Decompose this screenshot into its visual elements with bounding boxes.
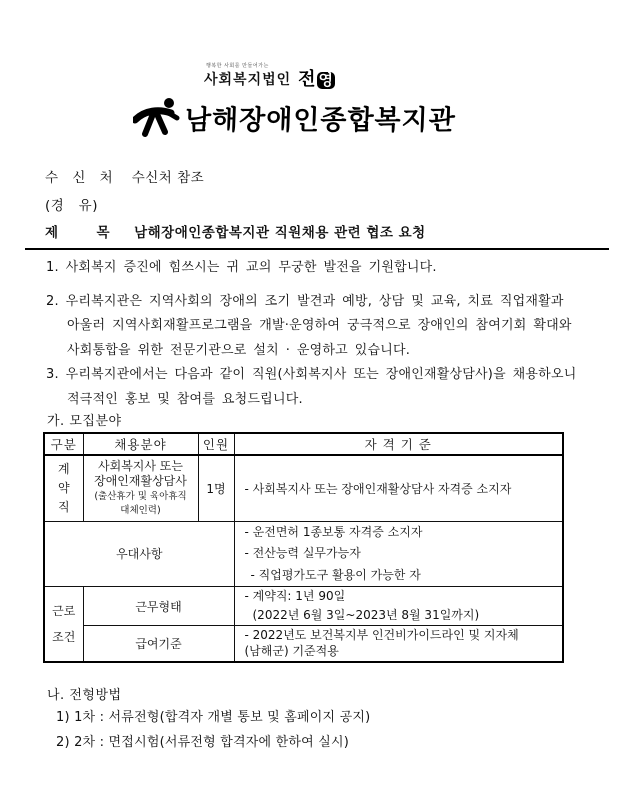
section-a-title: 가. 모집분야 [47, 414, 122, 429]
person-figure-icon [133, 96, 181, 138]
recipient-label: 수 신 처 [45, 170, 118, 186]
col-header-gubun: 구분 [44, 433, 83, 455]
body-line: 아울러 지역사회재활프로그램을 개발·운영하여 궁극적으로 장애인의 참여기회 확대와 [67, 318, 572, 333]
recipient-line [45, 166, 204, 186]
logo-mark-char1: 전 [298, 69, 316, 90]
table-row [44, 587, 563, 626]
cell-work-type-detail: - 계약직: 1년 90일 (2022년 6월 3일~2023년 8월 31일까지) [234, 587, 563, 626]
subject-label-1: 제 [45, 225, 59, 241]
logo-org-type: 사회복지법인 [204, 72, 292, 88]
center-logo [133, 96, 456, 138]
recruitment-table [43, 432, 564, 663]
table-row [44, 521, 563, 587]
header-divider [25, 248, 609, 250]
cell-qualification: - 사회복지사 또는 장애인재활상담사 자격증 소지자 [234, 455, 563, 521]
cell-work-conditions: 근로 조건 [44, 587, 83, 662]
body-line: 2. 우리복지관은 지역사회의 장애의 조기 발견과 예방, 상담 및 교육, 치료 직업재활과 [46, 293, 564, 309]
cell-headcount: 1명 [198, 455, 234, 521]
logo-top-block [204, 64, 335, 89]
section-b-title: 나. 전형방법 [47, 688, 122, 703]
col-header-count: 인원 [198, 433, 234, 455]
recipient-value: 수신처 참조 [131, 170, 205, 186]
col-header-qualification: 자 격 기 준 [234, 433, 563, 455]
body-text [46, 256, 601, 412]
cell-preference-label: 우대사항 [44, 521, 234, 587]
cell-salary-label: 급여기준 [83, 626, 234, 662]
cell-contract-type: 계 약 직 [44, 455, 83, 521]
subject-label-2: 목 [96, 225, 111, 241]
section-b-items [56, 706, 370, 755]
body-line: 1. 사회복지 증진에 힘쓰시는 귀 교의 무궁한 발전을 기원합니다. [46, 260, 437, 275]
body-line: 3. 우리복지관에서는 다음과 같이 직원(사회복지사 또는 장애인재활상담사)을 채용하오니 [46, 367, 577, 382]
subject-line [45, 221, 426, 241]
foundation-logo-mark [298, 71, 335, 89]
cell-recruit-field: 사회복지사 또는 장애인재활상담사 (출산휴가 및 육아휴직 대체인력) [83, 455, 198, 521]
subject-value: 남해장애인종합복지관 직원채용 관련 협조 요청 [134, 225, 426, 241]
table-row [44, 626, 563, 662]
via-line: (경 유) [45, 198, 98, 214]
body-line: 적극적인 홍보 및 참여를 요청드립니다. [67, 391, 303, 407]
center-name-title: 남해장애인종합복지관 [184, 104, 457, 136]
table-row [44, 455, 563, 521]
logo-slogan: 행복한 사회를 만들어가는 [206, 63, 269, 69]
col-header-field: 채용분야 [83, 433, 198, 455]
body-line: 사회통합을 위한 전문기관으로 설치 · 운영하고 있습니다. [67, 342, 411, 358]
cell-salary-detail: - 2022년도 보건복지부 인건비가이드라인 및 지자체 (남해군) 기준적용 [234, 626, 563, 662]
selection-step-2: 2) 2차 : 면접시험(서류전형 합격자에 한하여 실시) [56, 734, 349, 750]
logo-mark-char2: 영 [318, 70, 334, 89]
cell-work-type-label: 근무형태 [83, 587, 234, 626]
selection-step-1: 1) 1차 : 서류전형(합격자 개별 통보 및 홈페이지 공지) [56, 710, 371, 725]
cell-preference-items: - 운전면허 1종보통 자격증 소지자 - 전산능력 실무가능자 - 직업평가도구 활용이 가능한 자 [234, 521, 563, 587]
